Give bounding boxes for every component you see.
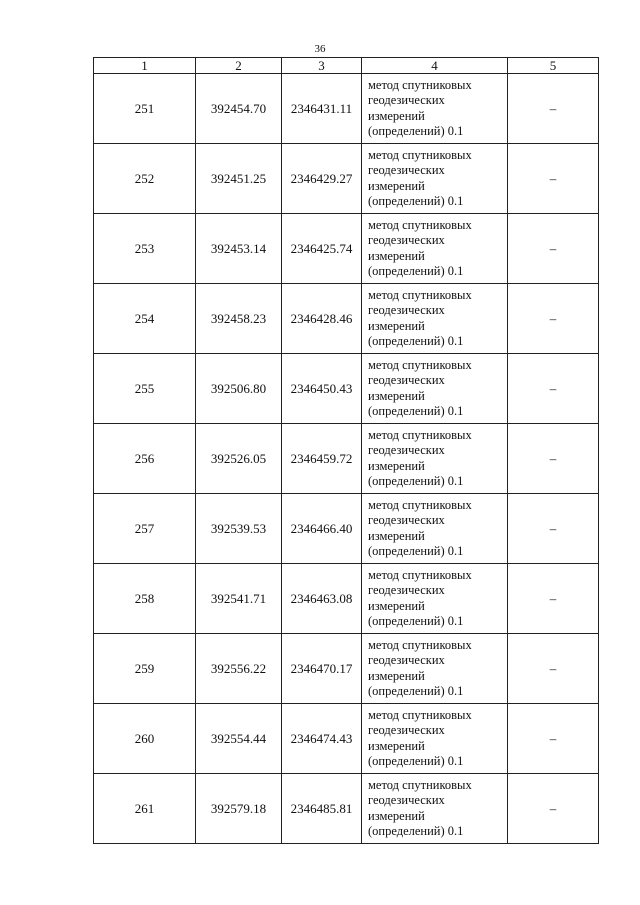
- method-cell: [362, 284, 508, 354]
- y-coordinate-cell: 2346466.40: [282, 494, 362, 564]
- method-text-line: измерений: [368, 808, 425, 823]
- method-text-line: метод спутниковых: [368, 637, 472, 652]
- y-coordinate-cell: 2346474.43: [282, 704, 362, 774]
- method-text-line: измерений: [368, 458, 425, 473]
- method-text-line: метод спутниковых: [368, 217, 472, 232]
- method-text-line: геодезических: [368, 653, 445, 667]
- method-cell: [362, 144, 508, 214]
- header-col-3: 3: [282, 58, 362, 74]
- point-number-cell: 251: [94, 74, 196, 144]
- table-row: [94, 284, 599, 354]
- header-col-4: 4: [362, 58, 508, 74]
- x-coordinate-cell: 392451.25: [196, 144, 282, 214]
- note-cell: –: [508, 774, 599, 844]
- note-cell: –: [508, 354, 599, 424]
- method-text-line: измерений: [368, 388, 425, 403]
- x-coordinate-cell: 392554.44: [196, 704, 282, 774]
- method-cell: [362, 74, 508, 144]
- x-coordinate-cell: 392526.05: [196, 424, 282, 494]
- method-text-line: измерений: [368, 248, 425, 263]
- note-cell: –: [508, 494, 599, 564]
- note-cell: –: [508, 284, 599, 354]
- method-text-line: геодезических: [368, 443, 445, 457]
- point-number-cell: 252: [94, 144, 196, 214]
- x-coordinate-cell: 392579.18: [196, 774, 282, 844]
- method-text-line: измерений: [368, 178, 425, 193]
- x-coordinate-cell: 392541.71: [196, 564, 282, 634]
- y-coordinate-cell: 2346428.46: [282, 284, 362, 354]
- table-row: [94, 74, 599, 144]
- table-header: [94, 58, 599, 74]
- point-number-cell: 254: [94, 284, 196, 354]
- table-row: [94, 634, 599, 704]
- table-row: [94, 214, 599, 284]
- y-coordinate-cell: 2346429.27: [282, 144, 362, 214]
- point-number-cell: 259: [94, 634, 196, 704]
- method-text-line: геодезических: [368, 583, 445, 597]
- y-coordinate-cell: 2346470.17: [282, 634, 362, 704]
- table-row: [94, 774, 599, 844]
- x-coordinate-cell: 392454.70: [196, 74, 282, 144]
- method-text-line: геодезических: [368, 513, 445, 527]
- point-number-cell: 261: [94, 774, 196, 844]
- x-coordinate-cell: 392556.22: [196, 634, 282, 704]
- note-cell: –: [508, 424, 599, 494]
- method-text-line: измерений: [368, 738, 425, 753]
- method-text-line: (определений) 0.1: [368, 264, 464, 278]
- method-text-line: (определений) 0.1: [368, 544, 464, 558]
- method-text-line: (определений) 0.1: [368, 404, 464, 418]
- note-cell: –: [508, 704, 599, 774]
- x-coordinate-cell: 392539.53: [196, 494, 282, 564]
- method-text-line: измерений: [368, 598, 425, 613]
- note-cell: –: [508, 144, 599, 214]
- note-cell: –: [508, 564, 599, 634]
- header-col-2: 2: [196, 58, 282, 74]
- method-text-line: геодезических: [368, 723, 445, 737]
- point-number-cell: 256: [94, 424, 196, 494]
- method-text-line: метод спутниковых: [368, 427, 472, 442]
- method-text-line: (определений) 0.1: [368, 824, 464, 838]
- method-text-line: измерений: [368, 668, 425, 683]
- table-row: [94, 424, 599, 494]
- x-coordinate-cell: 392506.80: [196, 354, 282, 424]
- method-text-line: (определений) 0.1: [368, 194, 464, 208]
- method-text-line: геодезических: [368, 793, 445, 807]
- method-text-line: измерений: [368, 318, 425, 333]
- method-text-line: метод спутниковых: [368, 77, 472, 92]
- method-text-line: геодезических: [368, 93, 445, 107]
- method-cell: [362, 424, 508, 494]
- method-text-line: (определений) 0.1: [368, 124, 464, 138]
- header-col-5: 5: [508, 58, 599, 74]
- header-col-1: 1: [94, 58, 196, 74]
- table-row: [94, 494, 599, 564]
- method-text-line: (определений) 0.1: [368, 614, 464, 628]
- method-text-line: (определений) 0.1: [368, 684, 464, 698]
- method-text-line: метод спутниковых: [368, 357, 472, 372]
- method-text-line: метод спутниковых: [368, 147, 472, 162]
- method-text-line: геодезических: [368, 303, 445, 317]
- method-cell: [362, 704, 508, 774]
- table-row: [94, 704, 599, 774]
- table-row: [94, 144, 599, 214]
- x-coordinate-cell: 392453.14: [196, 214, 282, 284]
- note-cell: –: [508, 214, 599, 284]
- method-text-line: геодезических: [368, 373, 445, 387]
- point-number-cell: 253: [94, 214, 196, 284]
- method-cell: [362, 354, 508, 424]
- method-text-line: метод спутниковых: [368, 707, 472, 722]
- method-cell: [362, 634, 508, 704]
- table-row: [94, 354, 599, 424]
- table-row: [94, 564, 599, 634]
- point-number-cell: 258: [94, 564, 196, 634]
- point-number-cell: 257: [94, 494, 196, 564]
- method-text-line: метод спутниковых: [368, 497, 472, 512]
- coordinates-table: [93, 57, 599, 844]
- point-number-cell: 255: [94, 354, 196, 424]
- y-coordinate-cell: 2346450.43: [282, 354, 362, 424]
- method-text-line: (определений) 0.1: [368, 474, 464, 488]
- method-cell: [362, 494, 508, 564]
- method-text-line: измерений: [368, 528, 425, 543]
- x-coordinate-cell: 392458.23: [196, 284, 282, 354]
- method-text-line: геодезических: [368, 233, 445, 247]
- method-cell: [362, 564, 508, 634]
- note-cell: –: [508, 74, 599, 144]
- y-coordinate-cell: 2346459.72: [282, 424, 362, 494]
- method-cell: [362, 214, 508, 284]
- y-coordinate-cell: 2346425.74: [282, 214, 362, 284]
- y-coordinate-cell: 2346463.08: [282, 564, 362, 634]
- method-text-line: метод спутниковых: [368, 777, 472, 792]
- method-cell: [362, 774, 508, 844]
- note-cell: –: [508, 634, 599, 704]
- method-text-line: измерений: [368, 108, 425, 123]
- method-text-line: геодезических: [368, 163, 445, 177]
- method-text-line: метод спутниковых: [368, 287, 472, 302]
- method-text-line: (определений) 0.1: [368, 334, 464, 348]
- y-coordinate-cell: 2346485.81: [282, 774, 362, 844]
- method-text-line: (определений) 0.1: [368, 754, 464, 768]
- y-coordinate-cell: 2346431.11: [282, 74, 362, 144]
- method-text-line: метод спутниковых: [368, 567, 472, 582]
- point-number-cell: 260: [94, 704, 196, 774]
- header-row: [94, 58, 599, 74]
- page-number: 36: [314, 43, 326, 55]
- table-body: [94, 74, 599, 844]
